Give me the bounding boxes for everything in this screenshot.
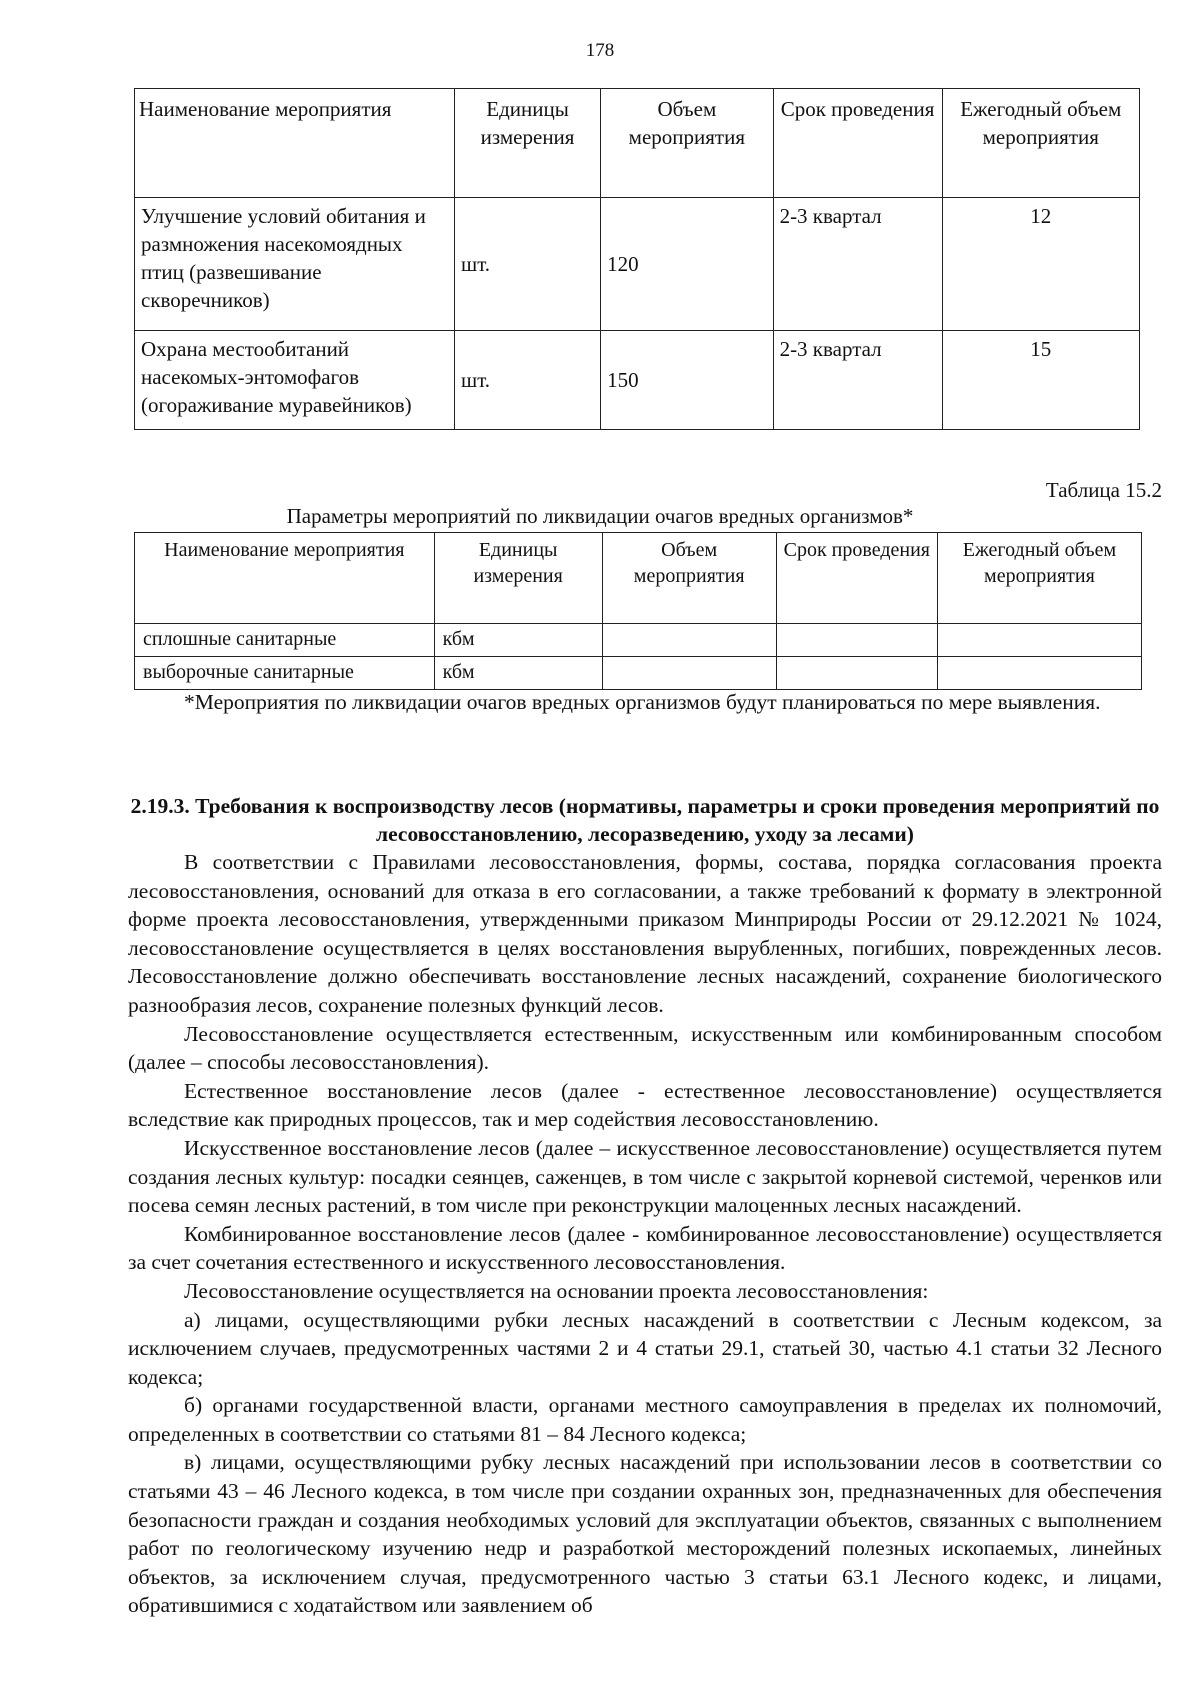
table-row <box>135 198 1140 331</box>
header-period: Срок проведения <box>773 89 942 198</box>
cell-volume <box>602 657 776 690</box>
table-label: Таблица 15.2 <box>1045 478 1162 502</box>
cell-units: шт. <box>455 331 601 430</box>
footnote-text: *Мероприятия по ликвидации очагов вредных организмов будут планироваться по мере выявления. <box>184 690 1101 714</box>
page-number: 178 <box>585 40 615 61</box>
section-heading: 2.19.3. Требования к воспроизводству лесов (нормативы, параметры и сроки проведения мероприятий по лесовосстановлению, лесоразведению, уходу за лесами) <box>130 794 1160 846</box>
cell-annual-volume <box>937 624 1141 657</box>
paragraph: а) лицами, осуществляющими рубки лесных насаждений в соответствии с Лесным кодексом, за исключением случаев, предусмотренных частями 2 и 4 статьи 29.1, статьей 30, частью 4.1 статьи 32 Лесного кодекса; <box>128 1307 1162 1389</box>
cell-name: Улучшение условий обитания и размножения насекомоядных птиц (развешивание скворечников) <box>135 198 455 331</box>
cell-name: Охрана местообитаний насекомых-энтомофагов (огораживание муравейников) <box>135 331 455 430</box>
header-name: Наименование мероприятия <box>135 533 435 624</box>
cell-volume <box>602 624 776 657</box>
cell-name: выборочные санитарные <box>135 657 435 690</box>
cell-volume: 150 <box>601 331 773 430</box>
insect-protection-table <box>134 88 1140 430</box>
cell-period <box>776 624 937 657</box>
header-units: Единицы измерения <box>455 89 601 198</box>
header-volume: Объем мероприятия <box>602 533 776 624</box>
table-title: Параметры мероприятий по ликвидации очагов вредных организмов* <box>286 504 914 528</box>
header-name: Наименование мероприятия <box>135 89 455 198</box>
cell-volume: 120 <box>601 198 773 331</box>
header-annual-volume: Ежегодный объем мероприятия <box>942 89 1140 198</box>
header-volume: Объем мероприятия <box>601 89 773 198</box>
cell-units: шт. <box>455 198 601 331</box>
table-row <box>135 331 1140 430</box>
paragraph: В соответствии с Правилами лесовосстановления, формы, состава, порядка согласования проекта лесовосстановления, оснований для отказа в его согласовании, а также требований к формату в электронной форме проекта лесовосстановления, утвержденными приказом Минприроды России от 29.12.2021 № 1024, лесовосстановление осуществляется в целях восстановления вырубленных, погибших, поврежденных лесов. Лесовосстановление должно обеспечивать восстановление лесных насаждений, сохранение биологического разнообразия лесов, сохранение полезных функций лесов. <box>128 850 1162 1017</box>
cell-units: кбм <box>434 624 602 657</box>
table-row <box>135 624 1142 657</box>
cell-name: сплошные санитарные <box>135 624 435 657</box>
cell-period <box>776 657 937 690</box>
pest-elimination-table <box>134 532 1142 690</box>
cell-period: 2-3 квартал <box>773 331 942 430</box>
paragraph: б) органами государственной власти, органами местного самоуправления в пределах их полномочий, определенных в соответствии со статьями 81 – 84 Лесного кодекса; <box>128 1393 1162 1446</box>
paragraph: Комбинированное восстановление лесов (далее - комбинированное лесовосстановление) осуществляется за счет сочетания естественного и искусственного лесовосстановления. <box>128 1221 1162 1275</box>
header-units: Единицы измерения <box>434 533 602 624</box>
paragraph: Лесовосстановление осуществляется на основании проекта лесовосстановления: <box>184 1278 929 1303</box>
paragraph: в) лицами, осуществляющими рубку лесных насаждений при использовании лесов в соответствии со статьями 43 – 46 Лесного кодекса, в том числе при создании охранных зон, предназначенных для обеспечения безопасности граждан и создания необходимых условий для эксплуатации объектов, связанных с выполнением работ по геологическому изучению недр и разработкой месторождений полезных ископаемых, линейных объектов, за исключением случая, предусмотренного частью 3 статьи 63.1 Лесного кодекс, и лицами, обратившимися с ходатайством или заявлением об <box>128 1450 1162 1618</box>
paragraph: Искусственное восстановление лесов (далее – искусственное лесовосстановление) осуществляется путем создания лесных культур: посадки сеянцев, саженцев, в том числе с закрытой корневой системой, черенков или посева семян лесных растений, в том числе при реконструкции малоценных лесных насаждений. <box>128 1135 1162 1218</box>
table-header-row <box>135 89 1140 198</box>
header-period: Срок проведения <box>776 533 937 624</box>
paragraph: Естественное восстановление лесов (далее - естественное лесовосстановление) осуществляется вследствие как природных процессов, так и мер содействия лесовосстановлению. <box>128 1078 1162 1132</box>
cell-annual-volume <box>937 657 1141 690</box>
header-annual-volume: Ежегодный объем мероприятия <box>937 533 1141 624</box>
paragraph: Лесовосстановление осуществляется естественным, искусственным или комбинированным способом (далее – способы лесовосстановления). <box>128 1021 1162 1075</box>
cell-units: кбм <box>434 657 602 690</box>
cell-period: 2-3 квартал <box>773 198 942 331</box>
body-text <box>128 848 1162 1620</box>
cell-annual-volume: 12 <box>942 198 1140 331</box>
cell-annual-volume: 15 <box>942 331 1140 430</box>
table-row <box>135 657 1142 690</box>
footnote <box>128 688 1162 717</box>
table-header-row <box>135 533 1142 624</box>
